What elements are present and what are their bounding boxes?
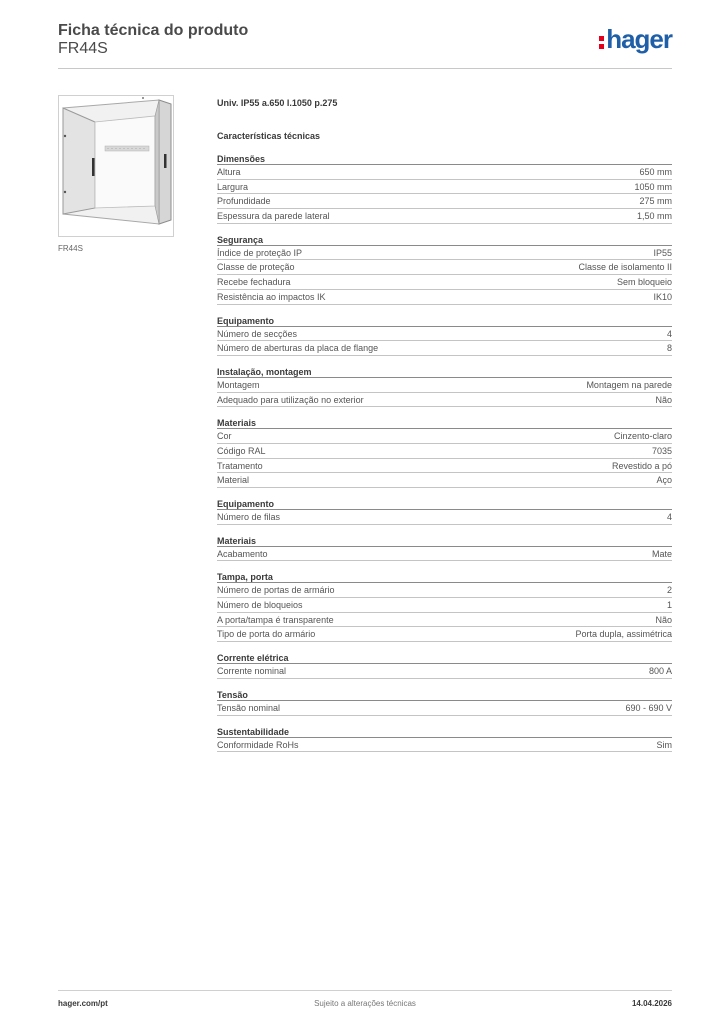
spec-value: 690 - 690 V (625, 702, 672, 713)
enclosure-cabinet-image (58, 95, 174, 237)
footer-website: hager.com/pt (58, 999, 108, 1008)
spec-row (217, 444, 672, 459)
spec-row (217, 246, 672, 261)
spec-label: Montagem (217, 379, 260, 390)
spec-row (217, 194, 672, 209)
logo-text: hager (606, 24, 672, 54)
spec-content (217, 96, 672, 752)
spec-label: Número de aberturas da placa de flange (217, 343, 379, 354)
spec-label: Adequado para utilização no exterior (217, 394, 364, 405)
spec-label: Resistência ao impactos IK (217, 291, 326, 302)
spec-row (217, 165, 672, 180)
spec-row (217, 627, 672, 642)
spec-row (217, 275, 672, 290)
spec-value: 4 (666, 512, 672, 522)
section-title: Materiais (217, 417, 672, 429)
spec-section (217, 571, 672, 642)
spec-label: Número de secções (217, 328, 298, 339)
spec-row (217, 598, 672, 613)
spec-section (217, 234, 672, 305)
spec-row (217, 547, 672, 562)
section-title: Segurança (217, 234, 672, 246)
image-caption: FR44S (58, 244, 83, 253)
spec-label: Largura (217, 181, 249, 192)
spec-label: Altura (217, 167, 241, 177)
spec-row (217, 701, 672, 716)
spec-label: Espessura da parede lateral (217, 211, 330, 222)
section-title: Tensão (217, 689, 672, 701)
spec-section (217, 652, 672, 679)
spec-value: IK10 (653, 291, 672, 302)
section-title: Sustentabilidade (217, 726, 672, 738)
footer-date: 14.04.2026 (631, 999, 672, 1008)
section-title: Instalação, montagem (217, 366, 672, 378)
spec-value: 800 A (648, 666, 672, 677)
spec-label: Classe de proteção (217, 262, 295, 273)
spec-label: Conformidade RoHs (217, 739, 299, 750)
section-title: Equipamento (217, 315, 672, 327)
spec-value: 1,50 mm (636, 211, 672, 222)
footer-notice: Sujeito a alterações técnicas (314, 999, 416, 1008)
section-title: Corrente elétrica (217, 652, 672, 664)
spec-label: Recebe fechadura (217, 277, 291, 288)
spec-section (217, 315, 672, 356)
spec-value: 4 (666, 328, 672, 339)
spec-value: 7035 (651, 445, 672, 456)
spec-label: Tensão nominal (217, 702, 281, 713)
spec-row (217, 260, 672, 275)
spec-label: Cor (217, 431, 232, 442)
spec-row (217, 290, 672, 305)
spec-label: Material (217, 475, 250, 486)
spec-sections (217, 153, 672, 752)
spec-value: 650 mm (639, 167, 672, 177)
spec-section (217, 726, 672, 753)
spec-value: Revestido a pó (611, 460, 672, 471)
logo-dots-icon (599, 36, 604, 49)
spec-label: Número de bloqueios (217, 600, 303, 611)
spec-label: A porta/tampa é transparente (217, 614, 334, 625)
product-description: Univ. IP55 a.650 l.1050 p.275 (217, 98, 338, 108)
spec-section (217, 417, 672, 488)
spec-section (217, 535, 672, 562)
spec-section (217, 498, 672, 525)
spec-value: 2 (666, 585, 672, 596)
spec-value: Sem bloqueio (616, 277, 672, 288)
spec-value: 1050 mm (634, 181, 672, 192)
spec-value: Mate (651, 548, 672, 559)
spec-row (217, 378, 672, 393)
spec-label: Número de filas (217, 512, 281, 522)
spec-value: Classe de isolamento II (578, 262, 672, 273)
spec-label: Número de portas de armário (217, 585, 335, 596)
spec-row (217, 459, 672, 474)
spec-label: Acabamento (217, 548, 268, 559)
spec-row (217, 429, 672, 444)
technical-characteristics-heading: Características técnicas (217, 131, 321, 141)
spec-row (217, 664, 672, 679)
spec-row (217, 341, 672, 356)
spec-row (217, 738, 672, 753)
spec-row (217, 180, 672, 195)
spec-row (217, 510, 672, 525)
spec-label: Código RAL (217, 445, 266, 456)
section-title: Tampa, porta (217, 571, 672, 583)
page-header (58, 20, 672, 70)
spec-value: Sim (656, 739, 672, 750)
spec-section (217, 153, 672, 224)
spec-row (217, 583, 672, 598)
spec-value: Não (655, 394, 672, 405)
spec-value: 1 (666, 600, 672, 611)
section-title: Dimensões (217, 153, 672, 165)
section-title: Materiais (217, 535, 672, 547)
spec-label: Tratamento (217, 460, 263, 471)
product-code: FR44S (58, 40, 108, 57)
spec-label: Índice de proteção IP (217, 247, 303, 258)
spec-value: Não (655, 614, 672, 625)
spec-value: Aço (656, 475, 672, 486)
spec-value: Porta dupla, assimétrica (575, 629, 672, 640)
spec-row (217, 473, 672, 488)
spec-value: 275 mm (639, 196, 672, 207)
spec-row (217, 613, 672, 628)
section-title: Equipamento (217, 498, 672, 510)
spec-section (217, 366, 672, 407)
spec-label: Tipo de porta do armário (217, 629, 316, 640)
page-footer (58, 990, 672, 1010)
header-divider (58, 68, 672, 69)
hager-logo (599, 26, 672, 52)
spec-value: Montagem na parede (586, 379, 672, 390)
spec-row (217, 393, 672, 408)
spec-label: Corrente nominal (217, 666, 287, 677)
spec-value: IP55 (653, 247, 672, 258)
spec-value: Cinzento-claro (613, 431, 672, 442)
spec-label: Profundidade (217, 196, 271, 207)
spec-value: 8 (666, 343, 672, 354)
spec-row (217, 209, 672, 224)
document-title: Ficha técnica do produto (58, 22, 249, 39)
spec-section (217, 689, 672, 716)
spec-row (217, 327, 672, 342)
